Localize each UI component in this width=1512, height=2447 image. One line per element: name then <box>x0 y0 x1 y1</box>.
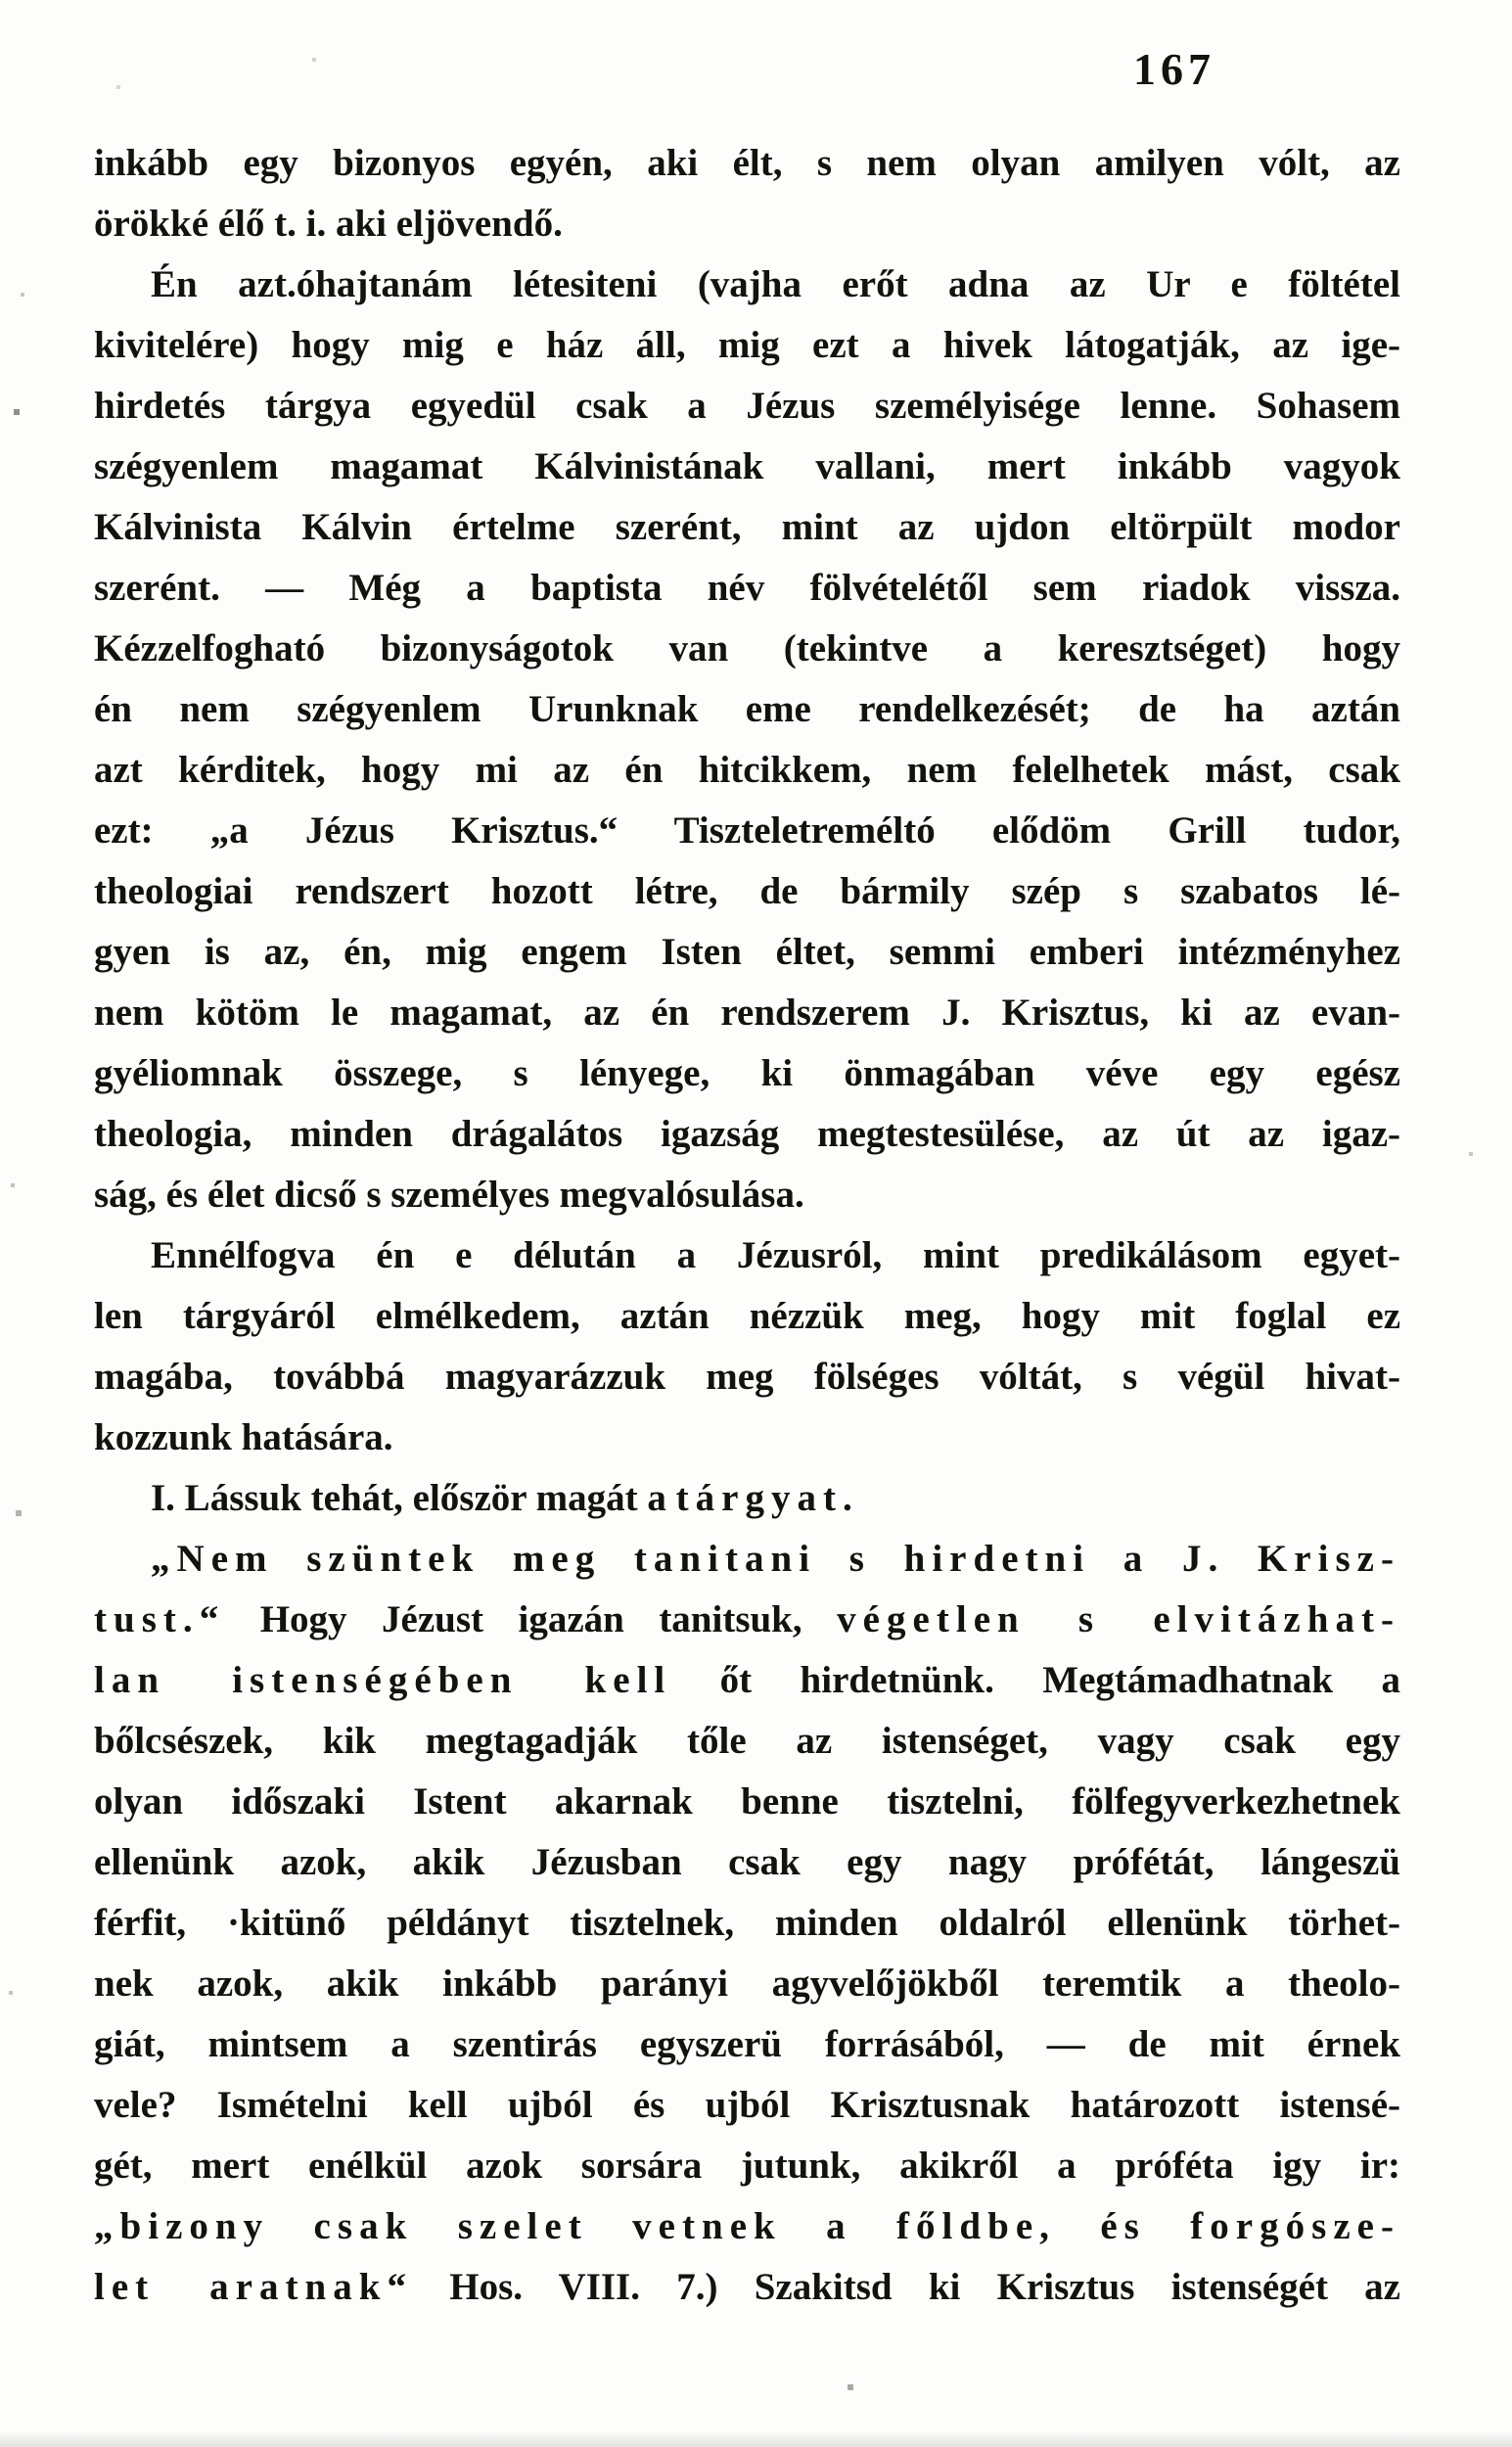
text-line <box>94 1954 1400 2014</box>
text-line <box>94 619 1400 679</box>
text-segment: hirdetés tárgya egyedül csak a Jézus személyisége lenne. Sohasem <box>94 385 1400 427</box>
text-line <box>94 1104 1400 1165</box>
text-segment: olyan időszaki Istent akarnak benne tisztelni, fölfegyverkezhetnek <box>94 1780 1400 1823</box>
text-line <box>94 861 1400 922</box>
emphasized-text-segment: let aratnak“ <box>94 2266 413 2308</box>
text-line <box>94 194 1400 254</box>
emphasized-text-segment: „Nem szüntek meg tanitani s hirdetni a J. Krisz- <box>151 1538 1400 1580</box>
text-line <box>94 133 1400 194</box>
text-line <box>94 740 1400 801</box>
text-segment: kozzunk hatására. <box>94 1416 393 1458</box>
text-segment: inkább egy bizonyos egyén, aki élt, s nem olyan amilyen vólt, az <box>94 142 1400 184</box>
text-line <box>94 1286 1400 1347</box>
text-line <box>94 497 1400 558</box>
text-segment: I. Lássuk tehát, először magát a <box>151 1477 676 1519</box>
text-line <box>94 2196 1400 2257</box>
text-line <box>94 983 1400 1043</box>
text-line <box>94 1529 1400 1590</box>
scan-edge-shadow <box>0 2431 1512 2447</box>
text-line <box>94 922 1400 983</box>
text-line <box>94 2257 1400 2318</box>
text-line <box>94 2014 1400 2075</box>
text-segment: nem kötöm le magamat, az én rendszerem J. Krisztus, ki az evan- <box>94 992 1400 1034</box>
text-segment: Kálvinista Kálvin értelme szerént, mint az ujdon eltörpült modor <box>94 506 1400 548</box>
text-segment: Kézzelfogható bizonyságotok van (tekintve a keresztséget) hogy <box>94 627 1400 669</box>
page-number: 167 <box>1133 44 1215 94</box>
text-segment: szégyenlem magamat Kálvinistának vallani, mert inkább vagyok <box>94 445 1400 487</box>
text-segment: magába, továbbá magyarázzuk meg fölséges vóltát, s végül hivat- <box>94 1356 1400 1398</box>
emphasized-text-segment: lan istenségében kell <box>94 1659 672 1701</box>
text-line <box>94 801 1400 861</box>
text-segment: ezt: „a Jézus Krisztus.“ Tiszteletreméltó elődöm Grill tudor, <box>94 809 1400 852</box>
text-segment: theologiai rendszert hozott létre, de bármily szép s szabatos lé- <box>94 870 1400 912</box>
text-segment: len tárgyáról elmélkedem, aztán nézzük meg, hogy mit foglal ez <box>94 1295 1400 1337</box>
text-line <box>94 1165 1400 1225</box>
text-line <box>94 1408 1400 1468</box>
text-segment: örökké élő t. i. aki eljövendő. <box>94 203 563 245</box>
text-line <box>94 1043 1400 1104</box>
text-line <box>94 558 1400 619</box>
text-line <box>94 1772 1400 1832</box>
text-line <box>94 1468 1400 1529</box>
body-text <box>94 133 1400 2318</box>
text-segment: én nem szégyenlem Urunknak eme rendelkezését; de ha aztán <box>94 688 1400 730</box>
text-segment: gyéliomnak összege, s lényege, ki önmagában véve egy egész <box>94 1052 1400 1094</box>
text-segment: ellenünk azok, akik Jézusban csak egy nagy prófétát, lángeszü <box>94 1841 1400 1883</box>
text-segment: ság, és élet dicső s személyes megvalósulása. <box>94 1174 804 1216</box>
emphasized-text-segment: tárgyat. <box>675 1477 859 1519</box>
text-line <box>94 2075 1400 2136</box>
text-line <box>94 437 1400 497</box>
text-line <box>94 1347 1400 1408</box>
text-line <box>94 1225 1400 1286</box>
text-segment: vele? Ismételni kell ujból és ujból Krisztusnak határozott istensé- <box>94 2084 1400 2126</box>
text-segment: őt hirdetnünk. Megtámadhatnak a <box>671 1659 1400 1701</box>
text-segment: giát, mintsem a szentirás egyszerü forrásából, — de mit érnek <box>94 2023 1400 2065</box>
text-segment: gét, mert enélkül azok sorsára jutunk, akikről a próféta igy ir: <box>94 2145 1400 2187</box>
text-line <box>94 376 1400 437</box>
text-line <box>94 2136 1400 2196</box>
text-segment: férfit, ·kitünő példányt tisztelnek, minden oldalról ellenünk törhet- <box>94 1902 1400 1944</box>
text-segment: Ennélfogva én e délután a Jézusról, mint predikálásom egyet- <box>151 1234 1400 1276</box>
text-segment: theologia, minden drágalátos igazság megtestesülése, az út az igaz- <box>94 1113 1400 1155</box>
text-line <box>94 1650 1400 1711</box>
text-line <box>94 315 1400 376</box>
text-line <box>94 679 1400 740</box>
text-segment: Hos. VIII. 7.) Szakitsd ki Krisztus istenségét az <box>413 2266 1400 2308</box>
text-segment: azt kérditek, hogy mi az én hitcikkem, nem felelhetek mást, csak <box>94 749 1400 791</box>
text-segment: bőlcsészek, kik megtagadják tőle az istenséget, vagy csak egy <box>94 1720 1400 1762</box>
text-segment: Én azt.óhajtanám létesiteni (vajha erőt adna az Ur e föltétel <box>151 263 1400 305</box>
text-line <box>94 1711 1400 1772</box>
text-segment: nek azok, akik inkább parányi agyvelőjökből teremtik a theolo- <box>94 1962 1400 2005</box>
text-line <box>94 1832 1400 1893</box>
text-line <box>94 254 1400 315</box>
text-segment: Hogy Jézust igazán tanitsuk, <box>225 1598 838 1640</box>
text-segment: gyen is az, én, mig engem Isten éltet, semmi emberi intézményhez <box>94 931 1400 973</box>
text-segment: kivitelére) hogy mig e ház áll, mig ezt a hivek látogatják, az ige- <box>94 324 1400 366</box>
text-segment: szerént. — Még a baptista név fölvételétől sem riadok vissza. <box>94 567 1400 609</box>
text-line <box>94 1893 1400 1954</box>
text-line <box>94 1590 1400 1650</box>
emphasized-text-segment: „bizony csak szelet vetnek a főldbe, és forgósze- <box>94 2205 1400 2247</box>
emphasized-text-segment: végetlen s elvitázhat- <box>837 1598 1401 1640</box>
emphasized-text-segment: tust.“ <box>94 1598 226 1640</box>
